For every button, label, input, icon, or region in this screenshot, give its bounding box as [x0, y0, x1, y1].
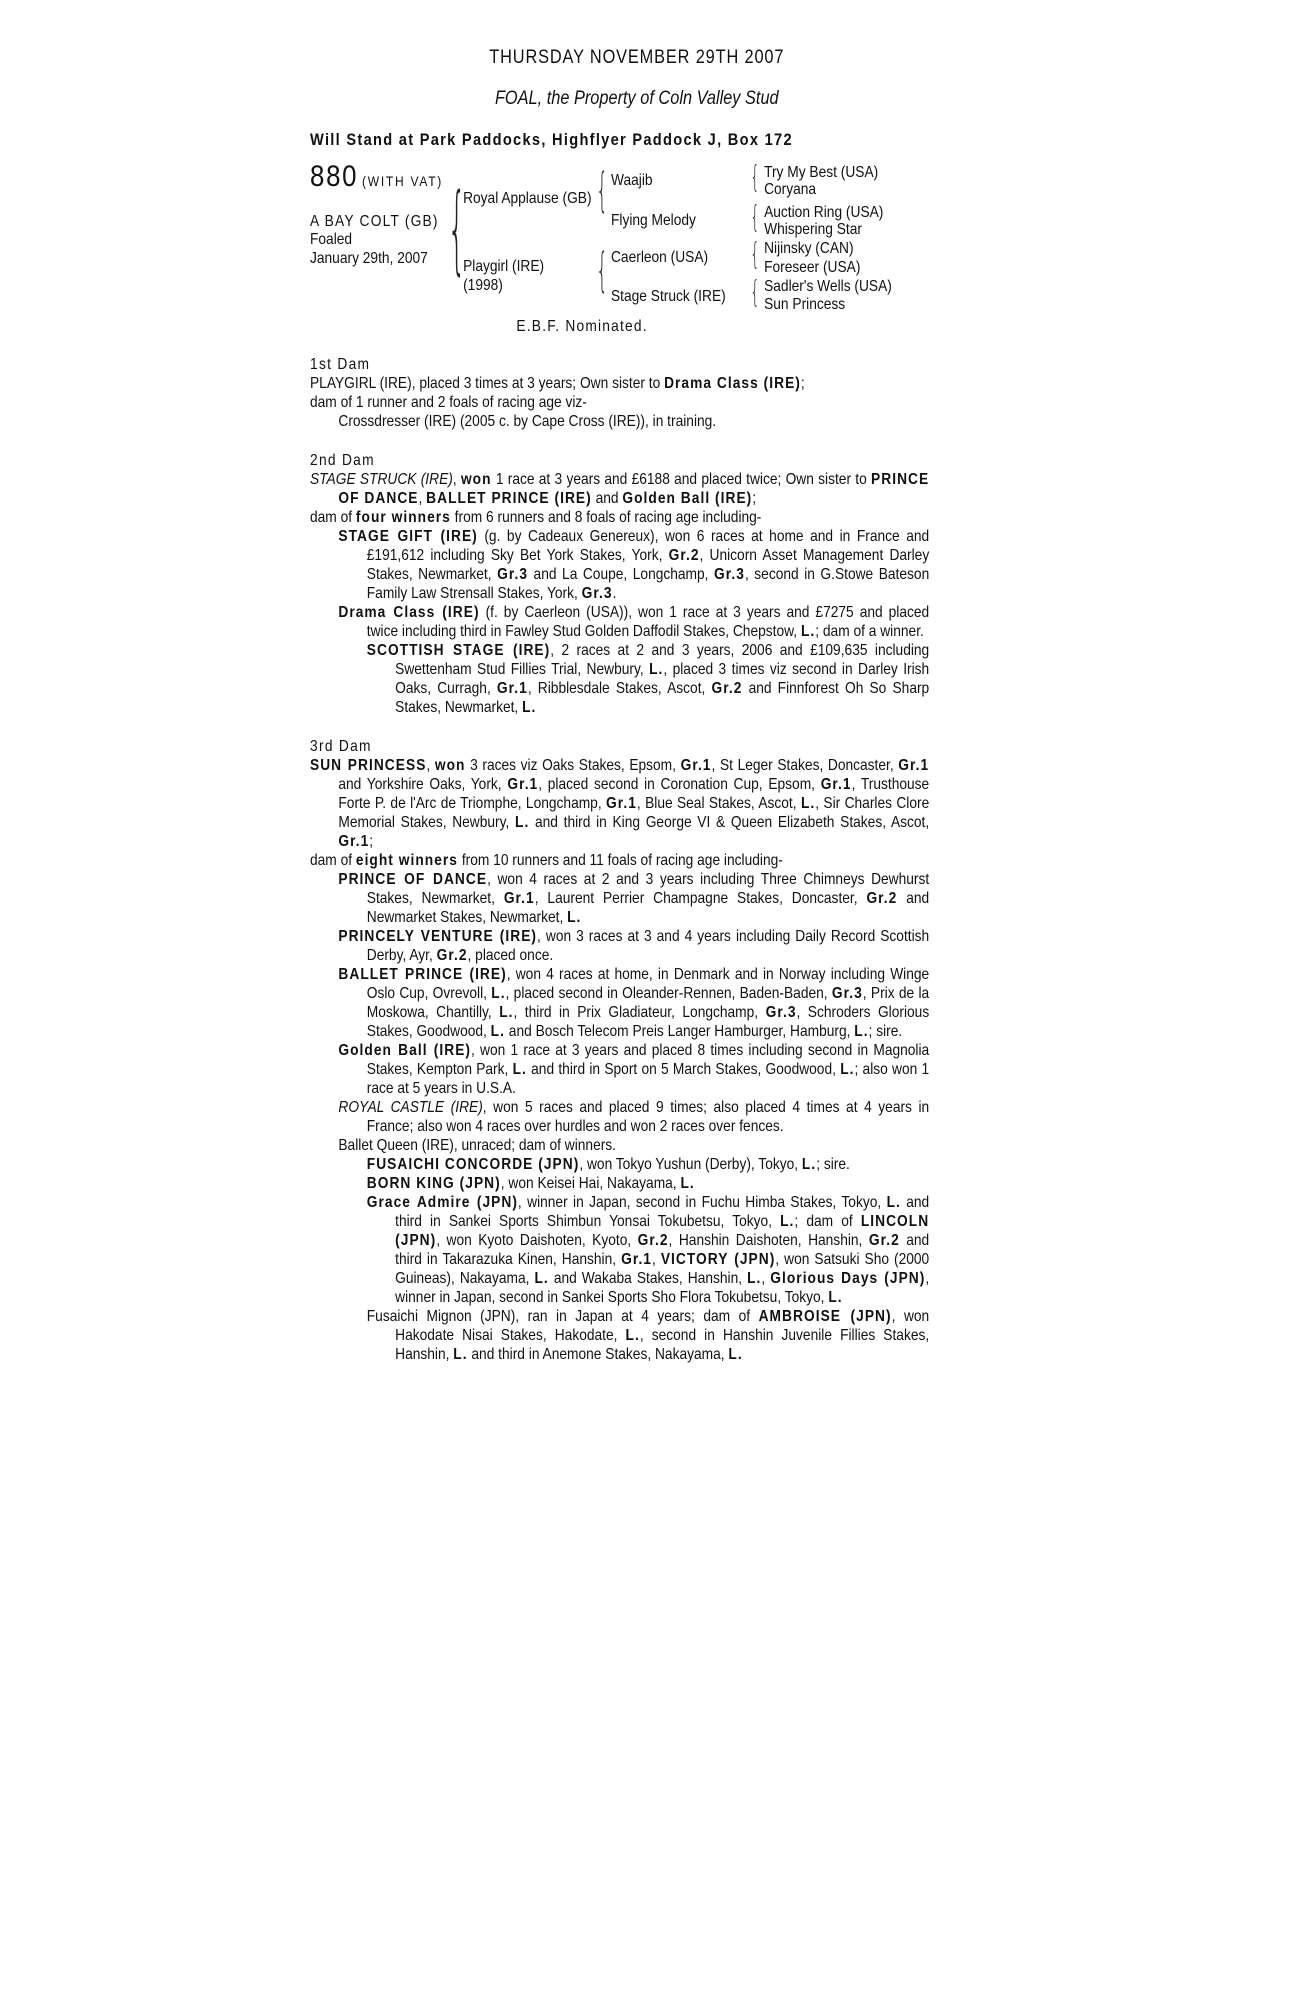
gg-brace-1: {	[750, 160, 760, 195]
gg-brace-2: {	[750, 200, 760, 235]
ancestor-try-my-best: Try My Best (USA)	[764, 164, 879, 181]
ancestor-sadlers-wells: Sadler's Wells (USA)	[764, 278, 892, 295]
ancestor-whispering-star: Whispering Star	[764, 221, 862, 238]
ancestor-coryana: Coryana	[764, 181, 817, 198]
ancestor-nijinsky: Nijinsky (CAN)	[764, 240, 854, 257]
sire-sire-name: Waajib	[611, 172, 653, 189]
second-dam-heading: 2nd Dam	[310, 452, 375, 469]
ancestor-auction-ring: Auction Ring (USA)	[764, 204, 884, 221]
produce-ballet-queen: Ballet Queen (IRE), unraced; dam of winners.	[338, 1137, 617, 1154]
sire-brace: {	[596, 163, 608, 217]
first-dam-heading: 1st Dam	[310, 356, 371, 373]
produce-fusaichi-mignon: Fusaichi Mignon (JPN), ran in Japan at 4 years; dam of AMBROISE (JPN), won Hakodate Nisai Stakes, Hakodate, L., second in Hanshin Juvenile Fillies Stakes, Hanshin, L. and third in Anemone Stakes, Nakayama, L.	[366, 1308, 930, 1363]
produce-scottish-stage: SCOTTISH STAGE (IRE), 2 races at 2 and 3 years, 2006 and £109,635 including Swettenham Stud Fillies Trial, Newbury, L., placed 3 times viz second in Darley Irish Oaks, Curragh, Gr.1, Ribblesdale Stakes, Ascot, Gr.2 and Finnforest Oh So Sharp Stakes, Newmarket, L.	[366, 642, 930, 716]
first-dam-line-2: dam of 1 runner and 2 foals of racing age viz-	[310, 394, 587, 411]
sale-date: THURSDAY NOVEMBER 29TH 2007	[489, 47, 785, 68]
produce-fusaichi-concorde: FUSAICHI CONCORDE (JPN), won Tokyo Yushun (Derby), Tokyo, L.; sire.	[366, 1156, 850, 1173]
lot-number-line	[310, 160, 444, 193]
third-dam-record: dam of eight winners from 10 runners and 11 foals of racing age including-	[310, 852, 783, 869]
dam-brace: {	[596, 243, 608, 297]
produce-prince-of-dance: PRINCE OF DANCE, won 4 races at 2 and 3 years including Three Chimneys Dewhurst Stakes, Newmarket, Gr.1, Laurent Perrier Champagne Stakes, Doncaster, Gr.2 and Newmarket Stakes, Newmarket, L.	[338, 871, 930, 926]
ancestor-sun-princess: Sun Princess	[764, 296, 846, 313]
sire-name: Royal Applause (GB)	[463, 190, 592, 207]
ancestor-foreseer: Foreseer (USA)	[764, 259, 861, 276]
dam-sire-name: Caerleon (USA)	[611, 249, 709, 266]
pedigree-block	[310, 160, 929, 337]
produce-born-king: BORN KING (JPN), won Keisei Hai, Nakayama, L.	[366, 1175, 695, 1192]
produce-royal-castle: ROYAL CASTLE (IRE), won 5 races and placed 9 times; also placed 4 times at 4 years in France; also won 4 races over hurdles and won 2 races over fences.	[338, 1099, 930, 1135]
stand-location: Will Stand at Park Paddocks, Highflyer Paddock J, Box 172	[310, 130, 793, 149]
gg-brace-3: {	[750, 237, 760, 272]
foaled-date: January 29th, 2007	[310, 250, 428, 267]
first-dam-line-1: PLAYGIRL (IRE), placed 3 times at 3 years; Own sister to Drama Class (IRE);	[310, 375, 805, 392]
sire-dam-name: Flying Melody	[611, 212, 696, 229]
dam-year: (1998)	[463, 277, 503, 294]
produce-drama-class: Drama Class (IRE) (f. by Caerleon (USA)), won 1 race at 3 years and £7275 and placed twice including third in Fawley Stud Golden Daffodil Stakes, Chepstow, L.; dam of a winner.	[338, 604, 930, 640]
third-dam-intro: SUN PRINCESS, won 3 races viz Oaks Stakes, Epsom, Gr.1, St Leger Stakes, Doncaster, Gr.1 and Yorkshire Oaks, York, Gr.1, placed second in Coronation Cup, Epsom, Gr.1, Trusthouse Forte P. de l'Arc de Triomphe, Longchamp, Gr.1, Blue Seal Stakes, Ascot, L., Sir Charles Clore Memorial Stakes, Newbury, L. and third in King George VI & Queen Elizabeth Stakes, Ascot, Gr.1;	[310, 757, 930, 850]
lot-description: A BAY COLT (GB)	[310, 213, 439, 230]
first-dam-produce: Crossdresser (IRE) (2005 c. by Cape Cross (IRE)), in training.	[338, 413, 717, 430]
produce-stage-gift: STAGE GIFT (IRE) (g. by Cadeaux Genereux), won 6 races at home and in France and £191,612 including Sky Bet York Stakes, York, Gr.2, Unicorn Asset Management Darley Stakes, Newmarket, Gr.3 and La Coupe, Longchamp, Gr.3, second in G.Stowe Bateson Family Law Strensall Stakes, York, Gr.3.	[338, 528, 930, 602]
lot-number: 880	[310, 160, 359, 193]
dam-name: Playgirl (IRE)	[463, 258, 545, 275]
gg-brace-4: {	[750, 275, 760, 310]
vendor-line: FOAL, the Property of Coln Valley Stud	[494, 88, 779, 109]
vat-note: (WITH VAT)	[362, 173, 444, 189]
second-dam-record: dam of four winners from 6 runners and 8 foals of racing age including-	[310, 509, 762, 526]
ebf-note: E.B.F. Nominated.	[516, 318, 648, 335]
produce-ballet-prince: BALLET PRINCE (IRE), won 4 races at home, in Denmark and in Norway including Winge Oslo Cup, Ovrevoll, L., placed second in Oleander-Rennen, Baden-Baden, Gr.3, Prix de la Moskowa, Chantilly, L., third in Prix Gladiateur, Longchamp, Gr.3, Schroders Glorious Stakes, Goodwood, L. and Bosch Telecom Preis Langer Hamburger, Hamburg, L.; sire.	[338, 966, 930, 1040]
main-brace: {	[447, 173, 466, 285]
second-dam-intro: STAGE STRUCK (IRE), won 1 race at 3 years and £6188 and placed twice; Own sister to PRINCE OF DANCE, BALLET PRINCE (IRE) and Golden Ball (IRE);	[310, 471, 930, 507]
produce-grace-admire: Grace Admire (JPN), winner in Japan, second in Fuchu Himba Stakes, Tokyo, L. and third in Sankei Sports Shimbun Yonsai Tokubetsu, Tokyo, L.; dam of LINCOLN (JPN), won Kyoto Daishoten, Kyoto, Gr.2, Hanshin Daishoten, Hanshin, Gr.2 and third in Takarazuka Kinen, Hanshin, Gr.1, VICTORY (JPN), won Satsuki Sho (2000 Guineas), Nakayama, L. and Wakaba Stakes, Hanshin, L., Glorious Days (JPN), winner in Japan, second in Sankei Sports Sho Flora Tokubetsu, Tokyo, L.	[366, 1194, 930, 1306]
catalogue-page	[310, 48, 929, 1364]
foaled-label: Foaled	[310, 231, 353, 248]
third-dam-heading: 3rd Dam	[310, 738, 372, 755]
produce-princely-venture: PRINCELY VENTURE (IRE), won 3 races at 3 and 4 years including Daily Record Scottish Derby, Ayr, Gr.2, placed once.	[338, 928, 930, 964]
dam-dam-name: Stage Struck (IRE)	[611, 288, 726, 305]
produce-golden-ball: Golden Ball (IRE), won 1 race at 3 years and placed 8 times including second in Magnolia Stakes, Kempton Park, L. and third in Sport on 5 March Stakes, Goodwood, L.; also won 1 race at 5 years in U.S.A.	[338, 1042, 930, 1097]
